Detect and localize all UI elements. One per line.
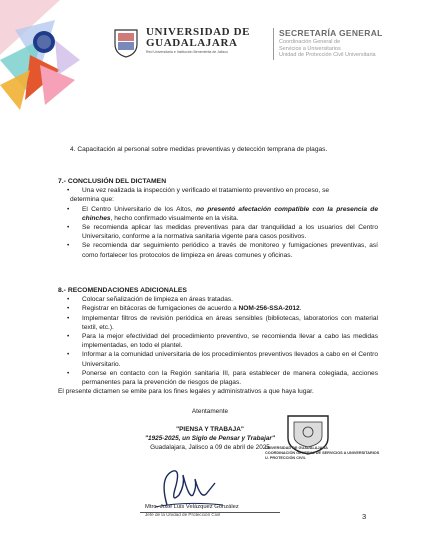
section-8-bullet-3: • Implementar filtros de revisión periódica en áreas sensibles (bibliotecas, laboratorios con material textil, etc.). [58, 314, 378, 332]
university-subtitle: Red Universitaria e Institución Benemérita de Jalisco [146, 50, 228, 54]
section-7-determina: determina que: [70, 196, 114, 204]
signer-name: Mtro. José Luis Velázquez González [145, 504, 239, 510]
secretaria-line3: Unidad de Protección Civil Universitaria [279, 52, 376, 58]
letterhead [113, 20, 433, 80]
seal-line1: UNIVERSIDAD DE GUADALAJARA [265, 446, 328, 450]
section-8-heading: 8.- RECOMENDACIONES ADICIONALES [58, 287, 187, 294]
signer-role: Jefe de la Unidad de Protección Civil [145, 512, 221, 517]
section-7-heading: 7.- CONCLUSIÓN DEL DICTAMEN [58, 178, 167, 185]
page-number: 3 [362, 512, 367, 521]
section-8-bullet-6: • Ponerse en contacto con la Región sanitaria III, para establecer de manera colegiada, acciones permanentes para la prevención de riesgos de plagas. [58, 369, 378, 387]
udg-shield-logo [113, 28, 139, 58]
decorative-corner-shapes [0, 0, 110, 110]
header-divider [273, 28, 274, 60]
place-date: Guadalajara, Jalisco a 09 de abril de 2025 [150, 444, 270, 451]
secretaria-line1: Coordinación General de [279, 39, 341, 45]
bullet-2-post: . [299, 305, 302, 313]
bullet-2-post: , hecho confirmado visualmente en la visita. [110, 214, 239, 222]
bullet-2-pre: El Centro Universitario de los Altos, [82, 205, 196, 213]
seal-line3: U. PROTECCIÓN CIVIL [265, 456, 306, 460]
section-7-bullet-3: • Se recomienda aplicar las medidas preventivas para dar tranquilidad a los usuarios del Centro Universitario, conforme a la normativa sanitaria vigente para casos positivos. [58, 223, 378, 241]
motto: "PIENSA Y TRABAJA" [176, 426, 244, 433]
university-name-line1: UNIVERSIDAD DE [146, 26, 251, 38]
section-7-bullet-1: • Una vez realizada la inspección y verificado el tratamiento preventivo en proceso, se [58, 186, 378, 195]
section-8 [58, 286, 378, 387]
seal-line2: COORDINACIÓN GENERAL DE SERVICIOS A UNIVERSITARIOS [265, 451, 380, 455]
bullet-2-pre: Registrar en bitácoras de fumigaciones de acuerdo a [82, 305, 239, 313]
secretaria-title: SECRETARÍA GENERAL [279, 28, 383, 38]
secretaria-line2: Servicios a Universitarios [279, 45, 341, 52]
atentamente: Atentamente [191, 408, 229, 415]
year-motto: "1925-2025, un Siglo de Pensar y Trabajar" [145, 435, 275, 442]
section-7 [58, 177, 378, 260]
section-7-bullet-4: • Se recomienda dar seguimiento periódico a través de monitoreo y fumigaciones preventivas, así como fortalecer los protocolos de limpieza en áreas comunes y oficinas. [58, 241, 378, 259]
section-7-bullet-2 [58, 205, 378, 223]
section-8-bullet-1: • Colocar señalización de limpieza en áreas tratadas. [58, 295, 378, 304]
nom-reference: NOM-256-SSA-2012 [238, 305, 300, 313]
seal-text [265, 446, 379, 461]
university-name [146, 27, 250, 49]
section-8-bullet-2 [58, 304, 378, 313]
bullet-2-emphasis: no presentó afectación compatible con la presencia de chinches [82, 205, 378, 222]
section-8-bullet-4: • Para la mejor efectividad del procedimiento preventivo, se recomienda llevar a cabo las medidas implementadas, en todo el plantel. [58, 332, 378, 350]
section-8-bullet-5: • Informar a la comunidad universitaria de los procedimientos preventivos llevados a cabo en el Centro Universitario. [58, 350, 378, 368]
item-4-text: 4. Capacitación al personal sobre medidas preventivas y detección temprana de plagas. [70, 146, 328, 153]
closing-statement: El presente dictamen se emite para los fines legales y administrativos a que haya lugar. [58, 388, 314, 395]
university-name-line2: GUADALAJARA [146, 37, 238, 49]
